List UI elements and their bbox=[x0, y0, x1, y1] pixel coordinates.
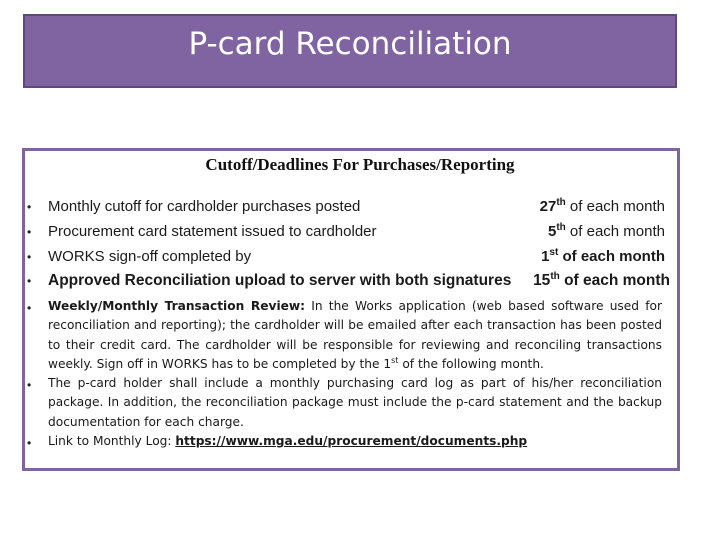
note-text: Weekly/Monthly Transaction Review: In the Works application (web based software used for reconciliation and reporting); the cardholder will be emailed after each transaction has been posted to their credit card. The cardholder will be responsible for reviewing and reconciling transactions weekly. Sign off in WORKS has to be completed by the 1st of the following month. bbox=[48, 299, 662, 371]
deadline-row bbox=[0, 222, 720, 246]
section-subtitle: Cutoff/Deadlines For Purchases/Reporting bbox=[205, 155, 515, 174]
bullet-icon: • bbox=[27, 225, 32, 239]
deadline-value: 5th of each month bbox=[547, 222, 665, 240]
deadline-row bbox=[0, 197, 720, 221]
note-text: The p-card holder shall include a monthly purchasing card log as part of his/her reconciliation package. In addition, the reconciliation package must include the p-card statement and the backup documentation for each charge. bbox=[48, 376, 662, 429]
deadline-value: 15th of each month bbox=[533, 270, 670, 289]
deadline-row bbox=[0, 247, 720, 271]
deadline-label: Monthly cutoff for cardholder purchases posted bbox=[48, 198, 361, 215]
note-text: Link to Monthly Log: https://www.mga.edu/procurement/documents.php bbox=[48, 434, 528, 448]
deadline-value: 1st of each month bbox=[541, 247, 665, 265]
page-title: P-card Reconciliation bbox=[188, 26, 512, 62]
monthly-log-link[interactable]: https://www.mga.edu/procurement/documents.php bbox=[175, 434, 528, 448]
deadline-row bbox=[0, 271, 720, 295]
note-heading: Weekly/Monthly Transaction Review: bbox=[48, 299, 306, 313]
bullet-icon: • bbox=[27, 250, 32, 264]
title-banner bbox=[23, 14, 677, 88]
deadline-value: 27th of each month bbox=[539, 197, 665, 215]
bullet-icon: • bbox=[27, 274, 32, 288]
bullet-icon: • bbox=[27, 301, 32, 315]
deadline-label: Approved Reconciliation upload to server with both signatures bbox=[48, 272, 512, 289]
deadline-label: WORKS sign-off completed by bbox=[48, 248, 252, 265]
bullet-icon: • bbox=[27, 378, 32, 392]
bullet-icon: • bbox=[27, 200, 32, 214]
deadline-label: Procurement card statement issued to cardholder bbox=[48, 223, 377, 240]
bullet-icon: • bbox=[27, 436, 32, 450]
